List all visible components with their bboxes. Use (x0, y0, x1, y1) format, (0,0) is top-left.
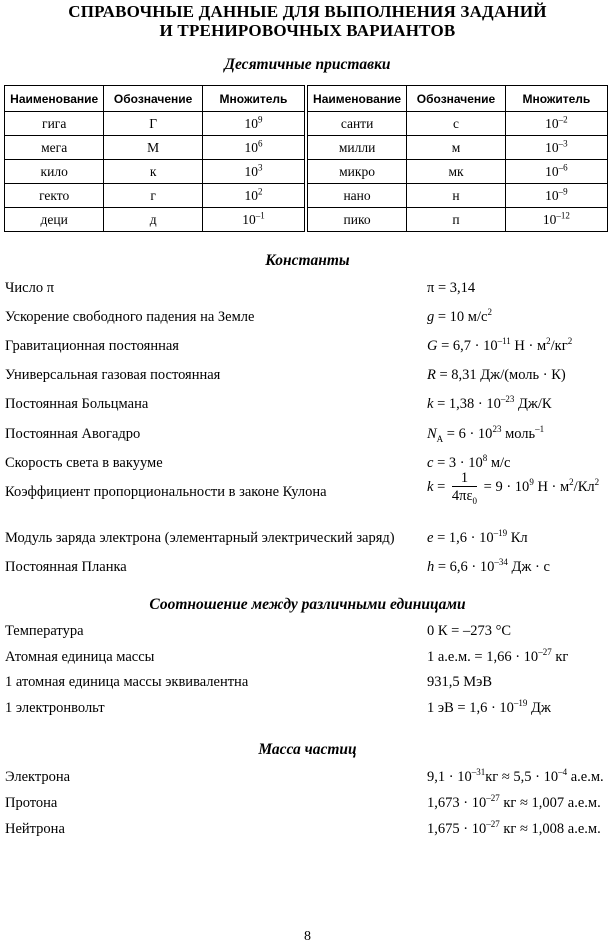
prefix-name: санти (307, 112, 406, 136)
col-name-1: Наименование (5, 86, 104, 112)
prefix-symbol: к (104, 160, 203, 184)
constant-label: Постоянная Планка (5, 559, 127, 575)
masses-heading: Масса частиц (258, 741, 357, 758)
relations-heading: Соотношение между различными единицами (149, 596, 466, 613)
prefix-name: пико (307, 208, 406, 232)
constant-value: g = 10 $м/с^2$ (427, 307, 492, 325)
constant-label: Модуль заряда электрона (элементарный электрический заряд) (5, 530, 395, 546)
prefix-multiplier: $10^9$ (202, 112, 304, 136)
prefix-name: деци (5, 208, 104, 232)
constant-value: $N_A = 6 \cdot 10^{23}$ моль$^{-1}$ (427, 424, 545, 444)
constant-value: $h = 6,6 \cdot 10^{-34}$ Дж · с (427, 557, 550, 575)
prefix-symbol: Г (104, 112, 203, 136)
table-header-row (5, 86, 608, 112)
prefix-multiplier: $10^{-12}$ (505, 208, 607, 232)
title-line-2: И ТРЕНИРОВОЧНЫХ ВАРИАНТОВ (159, 21, 456, 40)
mass-value: $1,673 \cdot 10^{-27}$ кг ≈ 1,007 а.е.м. (427, 793, 601, 811)
prefix-name: гига (5, 112, 104, 136)
constant-label: Универсальная газовая постоянная (5, 367, 221, 383)
table-row (5, 160, 608, 184)
constant-label: Постоянная Авогадро (5, 426, 141, 442)
constant-value: $G = 6,7 \cdot 10^{-11}$ $Н \cdot м^2/кг^2$ (427, 336, 573, 354)
table-row (5, 208, 608, 232)
mass-label: Протона (5, 795, 58, 811)
prefix-multiplier: $10^3$ (202, 160, 304, 184)
prefix-multiplier: $10^{-1}$ (202, 208, 304, 232)
constants-heading: Константы (265, 252, 350, 269)
mass-value: $1,675 \cdot 10^{-27}$ кг ≈ 1,008 а.е.м. (427, 819, 601, 837)
prefix-name: кило (5, 160, 104, 184)
relation-value: 1 эВ = $1,6 \cdot 10^{-19}$ Дж (427, 698, 551, 716)
constant-label: Гравитационная постоянная (5, 338, 179, 354)
page-title (0, 2, 615, 40)
constant-value: $c = 3 \cdot 10^8$ м/с (427, 453, 511, 471)
prefixes-heading: Десятичные приставки (224, 56, 391, 73)
page-number: 8 (304, 929, 311, 944)
constant-label: Число π (5, 280, 55, 296)
prefix-name: милли (307, 136, 406, 160)
relation-value: 0 К = –273 °С (427, 623, 512, 639)
prefix-multiplier: $10^{-2}$ (505, 112, 607, 136)
table-row (5, 112, 608, 136)
prefix-symbol: н (407, 184, 506, 208)
relation-label: 1 электронвольт (5, 700, 105, 716)
relation-label: 1 атомная единица массы эквивалентна (5, 674, 249, 690)
constant-value: $k = 1,38 \cdot 10^{-23}$ Дж/К (427, 394, 552, 412)
prefix-name: нано (307, 184, 406, 208)
constant-value: k = $\frac{1}{4\pi\varepsilon_0}$ = $9 \cdot 10^9$ $Н \cdot м^2/Кл^2$ (427, 470, 600, 506)
prefix-symbol: п (407, 208, 506, 232)
table-row (5, 184, 608, 208)
prefix-multiplier: $10^{-3}$ (505, 136, 607, 160)
col-multiplier-2: Множитель (505, 86, 607, 112)
relation-label: Температура (5, 623, 84, 639)
prefix-multiplier: $10^6$ (202, 136, 304, 160)
coulomb-fraction: $\frac{1}{4\pi\varepsilon_0}$ (451, 470, 478, 506)
prefix-name: гекто (5, 184, 104, 208)
col-multiplier-1: Множитель (202, 86, 304, 112)
prefix-symbol: М (104, 136, 203, 160)
title-line-1: СПРАВОЧНЫЕ ДАННЫЕ ДЛЯ ВЫПОЛНЕНИЯ ЗАДАНИЙ (68, 2, 547, 21)
col-symbol-1: Обозначение (104, 86, 203, 112)
prefixes-table (4, 85, 608, 232)
prefix-multiplier: $10^2$ (202, 184, 304, 208)
table-row (5, 136, 608, 160)
mass-label: Нейтрона (5, 821, 65, 837)
relation-value: 931,5 МэВ (427, 674, 493, 690)
relation-value: 1 а.е.м. = $1,66 \cdot 10^{-27}$ кг (427, 647, 569, 665)
prefix-symbol: мк (407, 160, 506, 184)
constant-value: R = 8,31 Дж/(моль · К) (427, 367, 566, 383)
prefix-multiplier: $10^{-6}$ (505, 160, 607, 184)
constant-label: Коэффициент пропорциональности в законе Кулона (5, 484, 327, 500)
mass-label: Электрона (5, 769, 71, 785)
col-symbol-2: Обозначение (407, 86, 506, 112)
prefix-name: мега (5, 136, 104, 160)
constant-value: π = 3,14 (427, 280, 476, 296)
prefix-symbol: д (104, 208, 203, 232)
constant-value: $e = 1,6 \cdot 10^{-19}$ Кл (427, 528, 528, 546)
mass-value: $9,1 \cdot 10^{-31}кг \approx 5,5 \cdot 10^{-4}$ а.е.м. (427, 767, 604, 785)
col-name-2: Наименование (307, 86, 406, 112)
prefix-symbol: г (104, 184, 203, 208)
prefix-symbol: м (407, 136, 506, 160)
constant-label: Постоянная Больцмана (5, 396, 149, 412)
prefix-multiplier: $10^{-9}$ (505, 184, 607, 208)
constant-label: Скорость света в вакууме (5, 455, 163, 471)
relation-label: Атомная единица массы (5, 649, 155, 665)
prefix-name: микро (307, 160, 406, 184)
prefix-symbol: с (407, 112, 506, 136)
constant-label: Ускорение свободного падения на Земле (5, 309, 255, 325)
